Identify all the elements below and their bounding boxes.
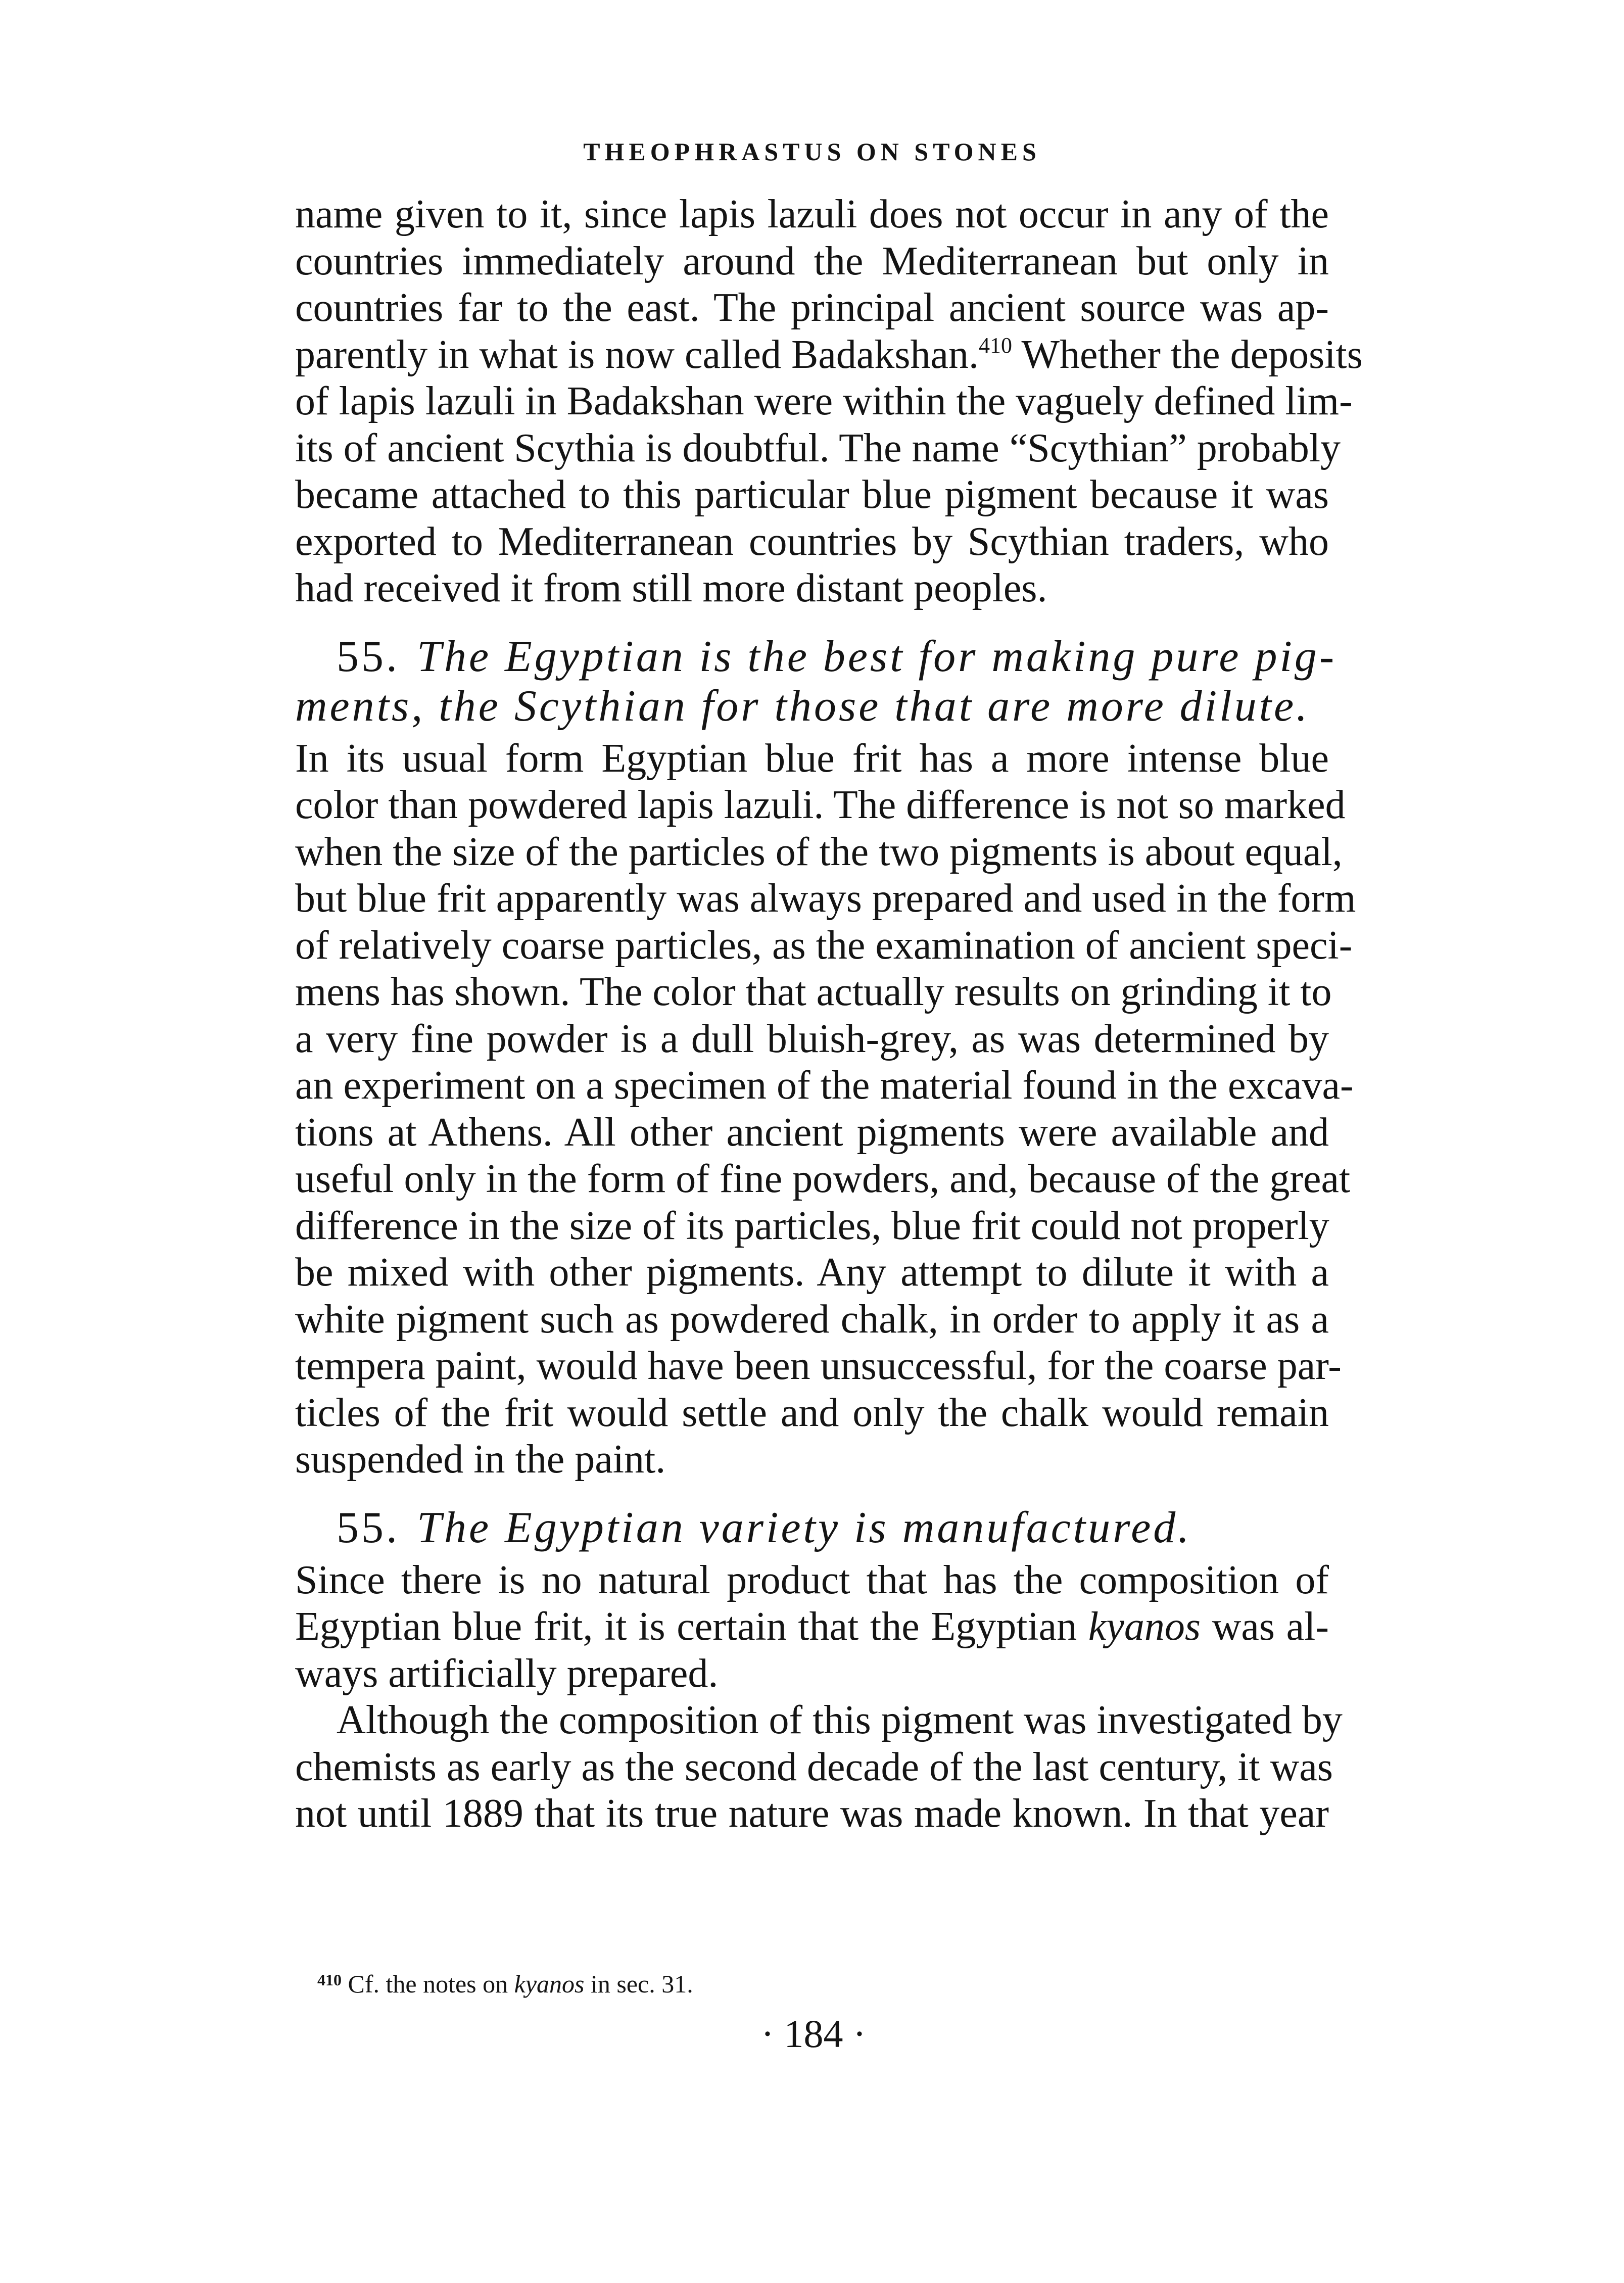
text-line: useful only in the form of fine powders, and, because of the great	[295, 1157, 1351, 1201]
heading-line	[295, 632, 1337, 682]
text-line: countries far to the east. The principal ancient source was ap-	[295, 286, 1329, 330]
text-line: of relatively coarse particles, as the examination of ancient speci-	[295, 923, 1353, 968]
text-line: chemists as early as the second decade of the last century, it was	[295, 1744, 1333, 1789]
text-line: ways artificially prepared.	[295, 1651, 719, 1696]
text-line: countries immediately around the Mediterranean but only in	[295, 239, 1329, 283]
text-line: white pigment such as powdered chalk, in order to apply it as a	[295, 1297, 1329, 1342]
text-line: color than powdered lapis lazuli. The difference is not so marked	[295, 783, 1346, 827]
footnote-text: Cf. the notes on	[342, 1970, 514, 1998]
footnote-reference: 410	[978, 332, 1012, 358]
text-line: its of ancient Scythia is doubtful. The name “Scythian” probably	[295, 425, 1341, 470]
text-line: tions at Athens. All other ancient pigments were available and	[295, 1110, 1329, 1155]
paragraph-1	[295, 191, 1363, 612]
italic-term: kyanos	[1088, 1604, 1201, 1649]
text-line: not until 1889 that its true nature was made known. In that year	[295, 1791, 1329, 1836]
heading-text: The Egyptian variety is manufactured.	[417, 1503, 1192, 1552]
text-line: became attached to this particular blue pigment because it was	[295, 472, 1329, 517]
paragraph-4	[295, 1697, 1343, 1837]
text-line: ticles of the frit would settle and only the chalk would remain	[295, 1390, 1329, 1435]
text-fragment: parently in what is now called Badakshan.	[295, 332, 979, 377]
text-line: name given to it, since lapis lazuli does not occur in any of the	[295, 192, 1329, 236]
text-line: Since there is no natural product that has the composition of	[295, 1557, 1329, 1602]
text-line	[295, 331, 1363, 378]
paragraph-3	[295, 1557, 1329, 1697]
text-line: exported to Mediterranean countries by Scythian traders, who	[295, 519, 1329, 564]
page-number: · 184 ·	[761, 2012, 866, 2056]
text-fragment: Egyptian blue frit, it is certain that the Egyptian	[295, 1604, 1088, 1649]
paragraph-2	[295, 735, 1356, 1483]
text-line: mens has shown. The color that actually results on grinding it to	[295, 970, 1332, 1014]
section-number: 55.	[337, 1503, 400, 1552]
running-head: THEOPHRASTUS ON STONES	[583, 137, 1041, 166]
footnote-text: in sec. 31.	[584, 1970, 693, 1998]
text-line: a very fine powder is a dull bluish-grey, as was determined by	[295, 1016, 1329, 1061]
heading-line: ments, the Scythian for those that are more dilute.	[295, 681, 1310, 731]
text-line: of lapis lazuli in Badakshan were within the vaguely defined lim-	[295, 379, 1353, 423]
italic-term: kyanos	[514, 1970, 585, 1998]
text-line: Although the composition of this pigment was investigated by	[337, 1698, 1343, 1742]
section-heading-1	[295, 632, 1337, 731]
section-heading-2	[295, 1503, 1329, 1553]
heading-text: The Egyptian is the best for making pure pig-	[417, 632, 1337, 681]
footnote-mark: 410	[317, 1971, 342, 1989]
text-line: but blue frit apparently was always prepared and used in the form	[295, 876, 1356, 921]
text-line	[295, 1603, 1329, 1650]
text-fragment: Whether the deposits	[1012, 332, 1363, 377]
footnote	[317, 1965, 693, 1999]
text-line: when the size of the particles of the two pigments is about equal,	[295, 829, 1343, 874]
heading-line	[295, 1503, 1329, 1553]
text-line: difference in the size of its particles, blue frit could not properly	[295, 1203, 1329, 1248]
text-line: In its usual form Egyptian blue frit has a more intense blue	[295, 736, 1329, 781]
text-line: suspended in the paint.	[295, 1437, 666, 1482]
text-line: an experiment on a specimen of the material found in the excava-	[295, 1063, 1354, 1108]
text-line: tempera paint, would have been unsuccessful, for the coarse par-	[295, 1344, 1342, 1388]
text-line: had received it from still more distant peoples.	[295, 566, 1047, 610]
text-fragment: was al-	[1200, 1604, 1329, 1649]
section-number: 55.	[337, 632, 400, 681]
text-line: be mixed with other pigments. Any attempt to dilute it with a	[295, 1250, 1329, 1295]
body-text	[295, 191, 1363, 1837]
